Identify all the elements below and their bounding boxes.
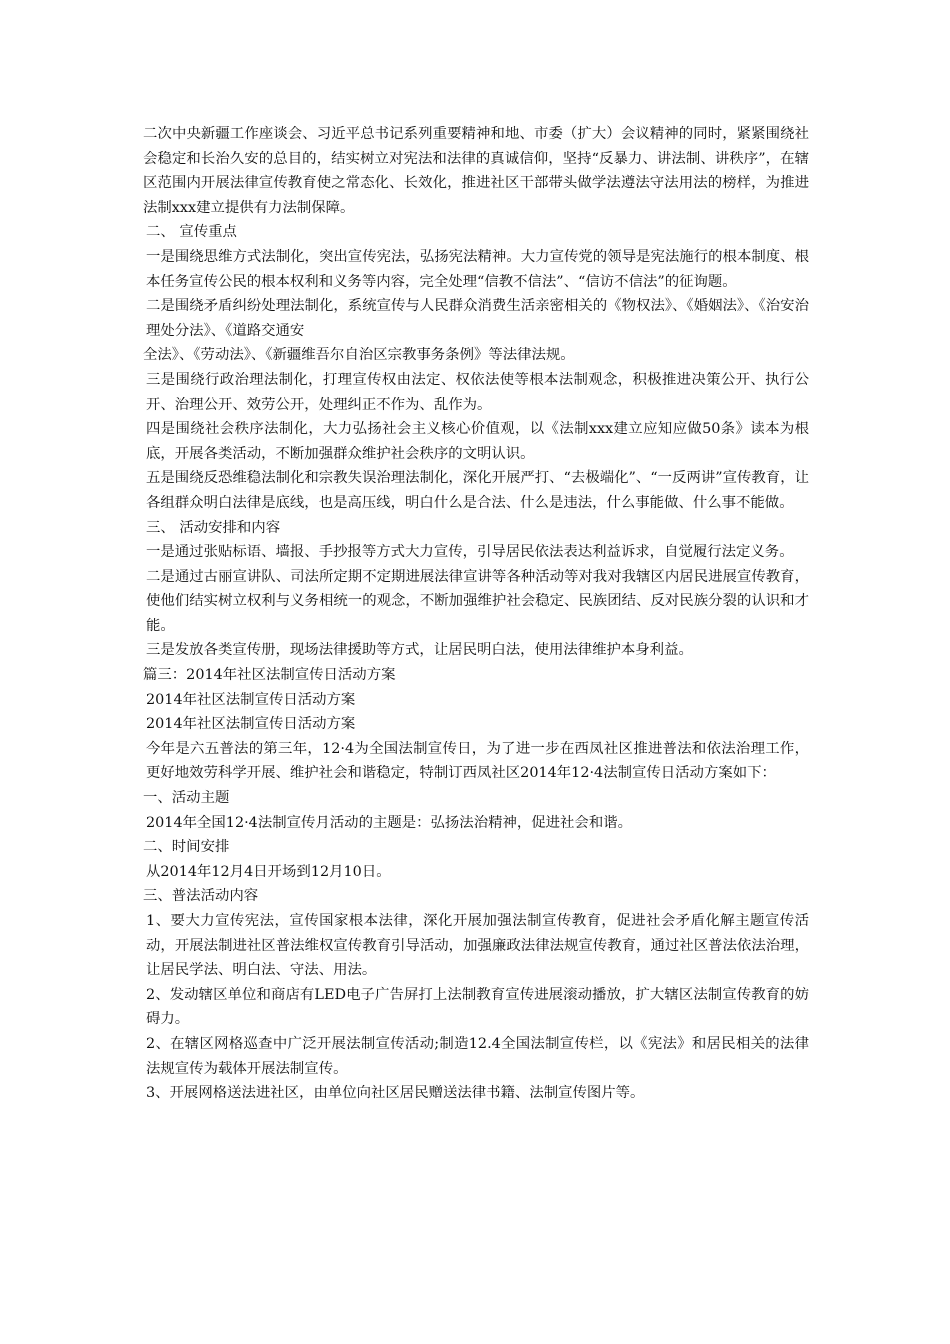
- paragraph-focus-1: 一是围绕思维方式法制化，突出宣传宪法，弘扬宪法精神。大力宣传党的领导是宪法施行的根本制度、根本任务宣传公民的根本权利和义务等内容，完全处理“信教不信法”、“信访不信法”的征询题。: [146, 248, 809, 290]
- section-heading-publicity-focus: 二、 宣传重点: [146, 224, 237, 241]
- paragraph-intro-continued: 二次中央新疆工作座谈会、习近平总书记系列重要精神和地、市委（扩大）会议精神的同时，紧紧围绕社会稳定和长治久安的总目的，结实树立对宪法和法律的真诚信仰，坚持“反暴力、讲法制、讲秩序”，在辖区范围内开展法律宣传教育使之常态化、长效化，推进社区干部带头做学法遵法守法用法的榜样，为推进法制xxx建立提供有力法制保障。: [143, 126, 809, 216]
- paragraph-activity-2: 二是通过古丽宣讲队、司法所定期不定期进展法律宣讲等各种活动等对我对我辖区内居民进展宣传教育， 使他们结实树立权利与义务相统一的观念，不断加强维护社会稳定、民族团结、反对民族分裂的认识和才能。: [146, 568, 809, 634]
- paragraph-focus-5: 五是围绕反恐维稳法制化和宗教失误治理法制化，深化开展严打、“去极端化”、“一反两讲”宣传教育，让各组群众明白法律是底线，也是高压线，明白什么是合法、什么是违法，什么事能做、什么事不能做。: [146, 470, 809, 511]
- paragraph-content-3: 3、开展网格送法进社区，由单位向社区居民赠送法律书籍、法制宣传图片等。: [146, 1085, 645, 1102]
- section-heading-schedule: 二、时间安排: [143, 839, 230, 856]
- paragraph-focus-3: 三是围绕行政治理法制化，打理宣传权由法定、权依法使等根本法制观念，积极推进决策公开、执行公开、治理公开、效劳公开，处理纠正不作为、乱作为。: [146, 371, 809, 413]
- paragraph-theme: 2014年全国12·4法制宣传月活动的主题是：弘扬法治精神，促进社会和谐。: [146, 814, 632, 831]
- paragraph-content-2: 2、发动辖区单位和商店有LED电子广告屏打上法制教育宣传进展滚动播放，扩大辖区法制宣传教育的妨碍力。: [146, 986, 809, 1028]
- paragraph-activity-3: 三是发放各类宣传册，现场法律援助等方式，让居民明白法，使用法律维护本身利益。: [146, 642, 693, 659]
- paragraph-activity-1: 一是通过张贴标语、墙报、手抄报等方式大力宣传，引导居民依法表达利益诉求，自觉履行法定义务。: [146, 544, 794, 561]
- plan-title-repeat: 2014年社区法制宣传日活动方案: [146, 716, 356, 733]
- paragraph-content-1: 1、要大力宣传宪法，宣传国家根本法律，深化开展加强法制宣传教育，促进社会矛盾化解主题宣传活动，开展法制进社区普法维权宣传教育引导活动，加强廉政法律法规宣传教育，通过社区普法依法治理，让居民学法、明白法、守法、用法。: [146, 913, 809, 979]
- paragraph-schedule: 从2014年12月4日开场到12月10日。: [146, 863, 391, 880]
- plan-title: 2014年社区法制宣传日活动方案: [146, 691, 356, 708]
- section-heading-theme: 一、活动主题: [143, 790, 230, 807]
- article-three-heading: 篇三：2014年社区法制宣传日活动方案: [143, 667, 396, 684]
- paragraph-plan-intro: 今年是六五普法的第三年，12·4为全国法制宣传日，为了进一步在西凤社区推进普法和依法治理工作，更好地效劳科学开展、维护社会和谐稳定，特制订西凤社区2014年12·4法制宣传日活动方案如下：: [146, 740, 809, 782]
- section-heading-activities: 三、 活动安排和内容: [146, 519, 281, 536]
- paragraph-focus-4: 四是围绕社会秩序法制化，大力弘扬社会主义核心价值观，以《法制xxx建立应知应做50条》读本为根底，开展各类活动，不断加强群众维护社会秩序的文明认识。: [146, 421, 809, 462]
- paragraph-focus-2-continued: 全法》、《劳动法》、《新疆维吾尔自治区宗教事务条例》等法律法规。: [143, 347, 575, 364]
- paragraph-content-2b: 2、在辖区网格巡查中广泛开展法制宣传活动;制造12.4全国法制宣传栏，以《宪法》和居民相关的法律法规宣传为载体开展法制宣传。: [146, 1035, 809, 1077]
- paragraph-focus-2: 二是围绕矛盾纠纷处理法制化，系统宣传与人民群众消费生活亲密相关的《物权法》、《婚姻法》、《治安治理处分法》、《道路交通安: [146, 298, 809, 339]
- section-heading-content: 三、普法活动内容: [143, 888, 259, 905]
- document-page: [143, 122, 809, 1106]
